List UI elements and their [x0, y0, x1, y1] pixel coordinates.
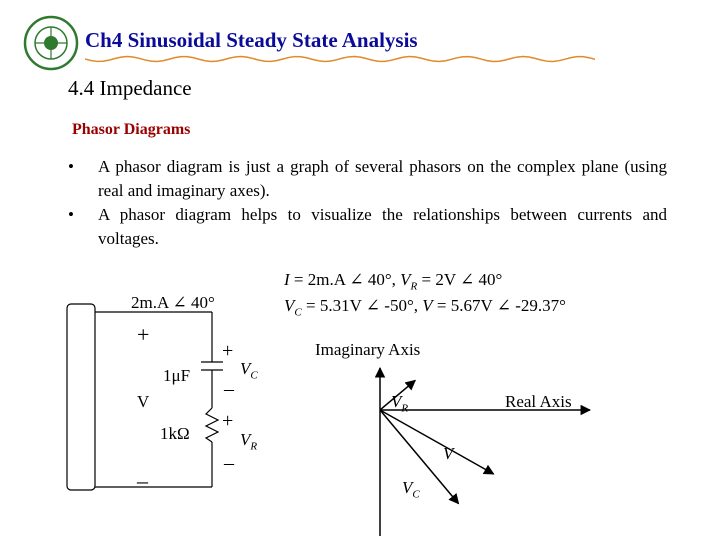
phasor-diagram: [340, 360, 600, 538]
section-title: 4.4 Impedance: [68, 76, 192, 100]
real-axis-label: Real Axis: [505, 392, 572, 411]
vc-value: = 5.31V ∠ -50°,: [301, 296, 423, 315]
bullet-text: A phasor diagram is just a graph of several phasors on the complex plane (using real and imaginary axes).: [98, 157, 667, 200]
circuit-diagram: [60, 290, 240, 495]
current-symbol: I: [284, 270, 290, 289]
vc-plus-sign: +: [222, 340, 234, 362]
equation-line-1: [284, 270, 502, 292]
phasor-vc-label: $V_C$: [402, 478, 420, 501]
vc-minus-sign: –: [224, 378, 234, 400]
bullet-item: [62, 203, 667, 251]
equation-line-2: [284, 296, 566, 318]
header-title: Ch4 Sinusoidal Steady State Analysis: [85, 28, 418, 52]
header-wave-divider: [85, 53, 595, 65]
current-value: = 2m.A ∠ 40°,: [289, 270, 401, 289]
bullet-list: [62, 155, 667, 251]
capacitor-value: 1μF: [163, 366, 191, 385]
vc-label: $V_C$: [240, 359, 258, 382]
phasor-v: [380, 410, 494, 474]
vr-value: = 2V ∠ 40°: [417, 270, 503, 289]
vr-minus-sign: –: [224, 452, 234, 474]
phasor-vr-label: $V_R$: [391, 392, 409, 415]
resistor-value: 1kΩ: [160, 424, 190, 443]
v-symbol: V: [422, 296, 433, 315]
source-plus-sign: +: [137, 322, 150, 347]
vr-plus-sign: +: [222, 410, 234, 432]
source-voltage-label: V: [137, 392, 150, 411]
v-value: = 5.67V ∠ -29.37°: [432, 296, 566, 315]
vr-label: $V_R$: [240, 430, 258, 453]
vc-symbol: $V_C$: [284, 296, 302, 319]
imaginary-axis-label: Imaginary Axis: [315, 340, 421, 359]
bullet-item: [62, 155, 667, 203]
vr-symbol: $V_R$: [400, 270, 418, 293]
source-label: 2m.A ∠ 40°: [131, 293, 215, 312]
subsection-title: Phasor Diagrams: [72, 121, 191, 138]
university-logo: [22, 14, 80, 72]
phasor-v-label: V: [443, 444, 454, 463]
bullet-text: A phasor diagram helps to visualize the relationships between currents and voltages.: [98, 205, 667, 248]
bullet-marker: •: [68, 157, 74, 176]
bullet-marker: •: [68, 205, 74, 224]
source-minus-sign: –: [137, 468, 148, 493]
